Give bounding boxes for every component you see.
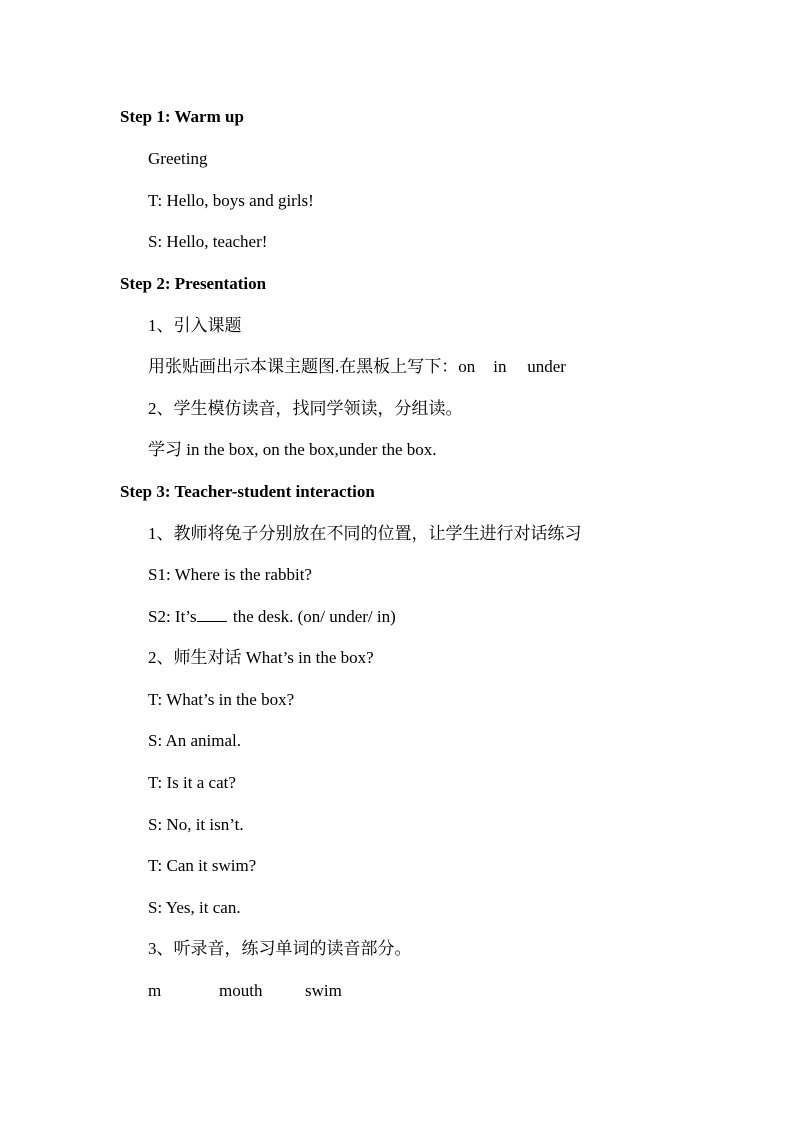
answer-blank <box>197 607 227 622</box>
step3-item1: 1、教师将兔子分别放在不同的位置，让学生进行对话练习 <box>148 524 582 543</box>
student-greeting-line: S: Hello, teacher! <box>148 232 268 251</box>
s2-answer-line <box>148 606 396 628</box>
dialogue-line: T: Is it a cat? <box>148 773 236 792</box>
detail-prefix: 用张贴画出示本课主题图.在黑板上写下： <box>148 357 459 376</box>
s1-question-line: S1: Where is the rabbit? <box>148 565 312 584</box>
s2-suffix: the desk. (on/ under/ in) <box>228 607 396 626</box>
dialogue-line: S: An animal. <box>148 731 242 750</box>
dialogue-line: S: No, it isn’t. <box>148 815 244 834</box>
step2-item1-detail <box>148 356 566 378</box>
dialogue-line: T: Can it swim? <box>148 856 257 875</box>
dialogue-line: T: What’s in the box? <box>148 690 295 709</box>
greeting-line: Greeting <box>148 149 208 168</box>
step2-item2: 2、学生模仿读音，找同学领读，分组读。 <box>148 399 463 418</box>
phonics-word-mouth: mouth <box>219 981 263 1000</box>
s2-prefix: S2: It’s <box>148 607 197 626</box>
step2-item2-detail: 学习 in the box, on the box,under the box. <box>148 440 437 459</box>
phonics-word-swim: swim <box>305 981 342 1000</box>
word-on: on <box>458 357 476 376</box>
word-in: in <box>493 357 507 376</box>
step1-heading: Step 1: Warm up <box>120 107 244 126</box>
phonics-word-m: m <box>148 981 162 1000</box>
step3-item2: 2、师生对话 What’s in the box? <box>148 648 374 667</box>
teacher-greeting-line: T: Hello, boys and girls! <box>148 191 314 210</box>
step2-item1: 1、引入课题 <box>148 316 242 335</box>
step2-heading: Step 2: Presentation <box>120 274 267 293</box>
phonics-words-line <box>148 980 342 1002</box>
dialogue-line: S: Yes, it can. <box>148 898 241 917</box>
step3-heading: Step 3: Teacher-student interaction <box>120 482 375 501</box>
word-under: under <box>527 357 566 376</box>
step3-item3: 3、听录音，练习单词的读音部分。 <box>148 939 412 958</box>
